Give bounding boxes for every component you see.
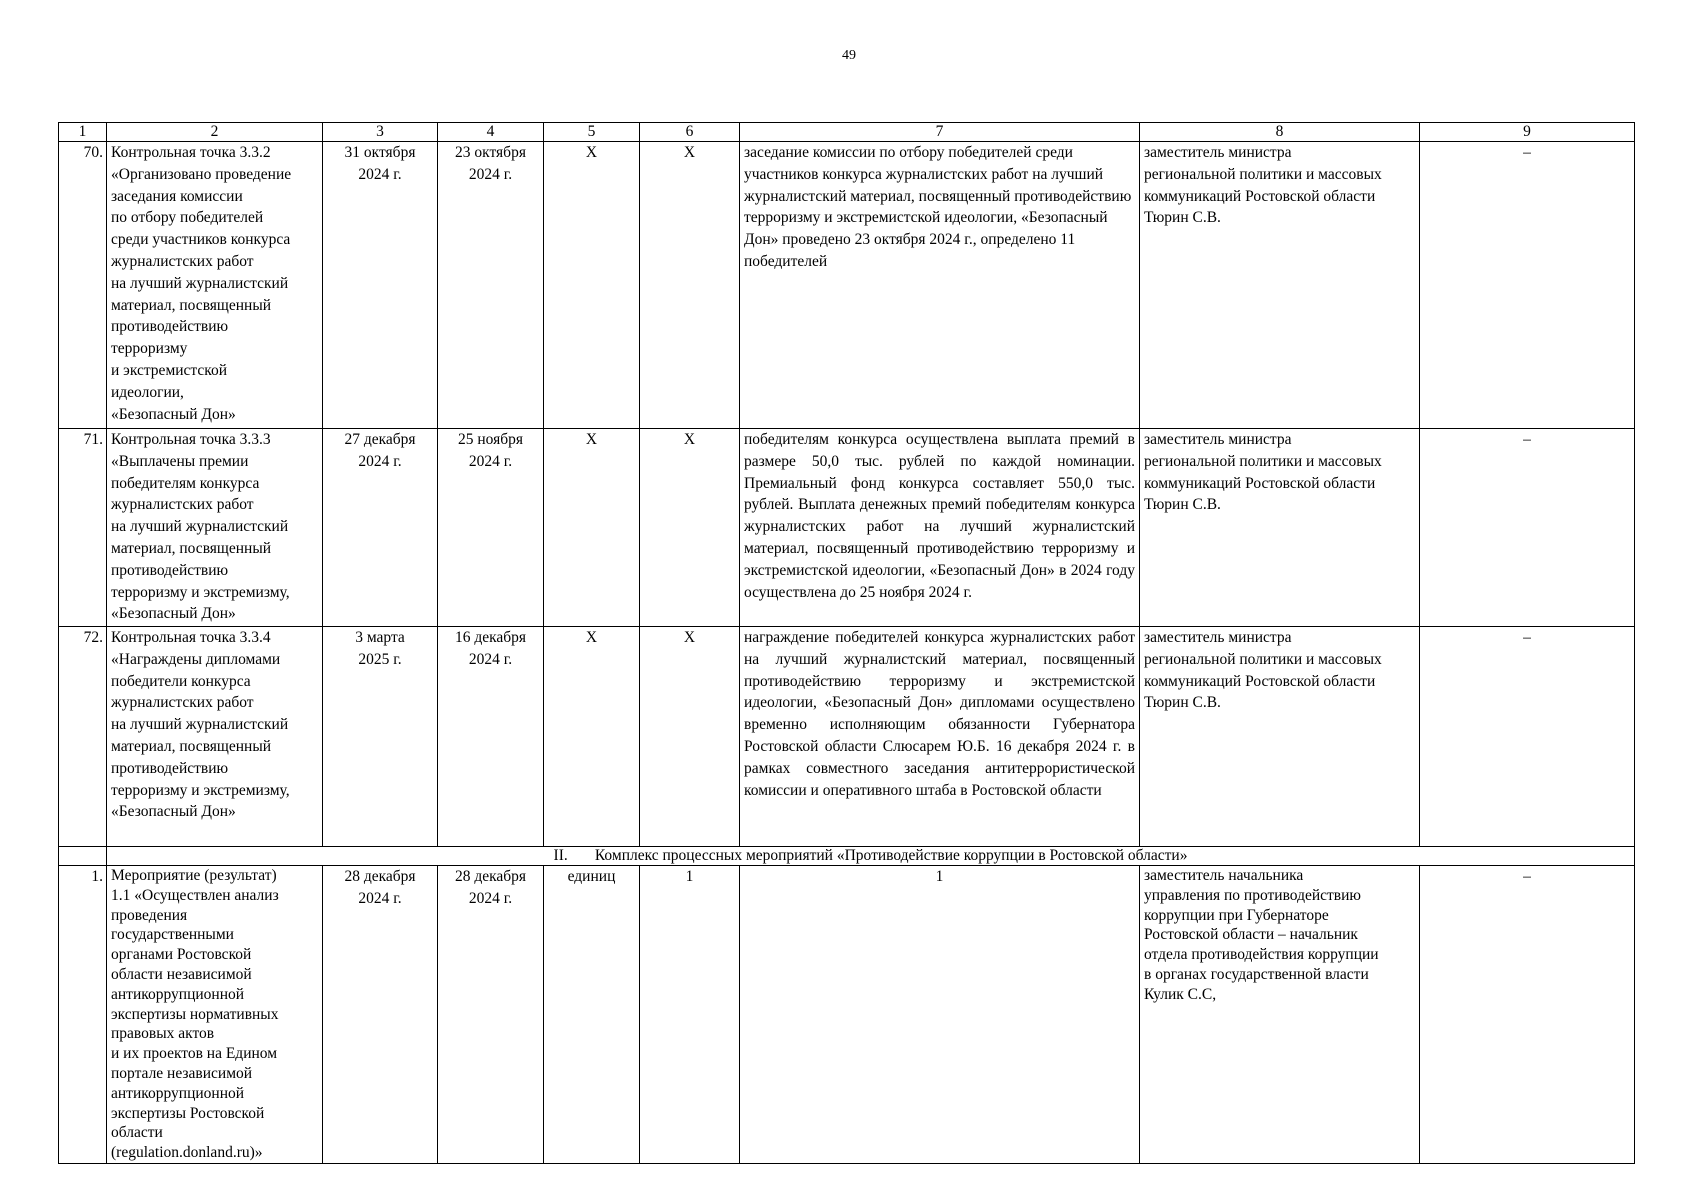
header-cell: 2 (107, 123, 323, 142)
header-cell: 1 (59, 123, 107, 142)
header-cell: 9 (1420, 123, 1635, 142)
responsible-person: заместитель министра региональной политики и массовых коммуникаций Ростовской области Тюрин С.В. (1140, 142, 1420, 429)
section-heading-row (59, 847, 1635, 866)
plan-date: 27 декабря 2024 г. (323, 429, 438, 627)
section-heading (107, 847, 1635, 866)
plan-date: 28 декабря 2024 г. (323, 866, 438, 1164)
table-header-row (59, 123, 1635, 142)
header-cell: 7 (740, 123, 1140, 142)
col6-value: Х (640, 429, 740, 627)
col9-value: – (1420, 627, 1635, 847)
header-cell: 8 (1140, 123, 1420, 142)
table-row (59, 627, 1635, 847)
table-row (59, 142, 1635, 429)
table-row (59, 866, 1635, 1164)
event-name: Мероприятие (результат) 1.1 «Осуществлен анализ проведения государственными органами Ростовской области независимой антикоррупционной экспертизы нормативных правовых актов и их проектов на Едином портале независимой антикоррупционной экспертизы Ростовской области (regulation.donland.ru)» (107, 866, 323, 1164)
section-numeral: II. (553, 847, 568, 864)
col6-value: Х (640, 142, 740, 429)
section-empty-cell (59, 847, 107, 866)
col9-value: – (1420, 142, 1635, 429)
result-text: 1 (740, 866, 1140, 1164)
report-table (58, 122, 1635, 1164)
result-text: награждение победителей конкурса журналистских работ на лучший журналистский материал, посвященный противодействию терроризму и экстремистской идеологии, «Безопасный Дон» дипломами осуществлено временно исполняющим обязанности Губернатора Ростовской области Слюсарем Ю.Б. 16 декабря 2024 г. в рамках совместного заседания антитеррористической комиссии и оперативного штаба в Ростовской области (740, 627, 1140, 847)
header-cell: 5 (544, 123, 640, 142)
col6-value: Х (640, 627, 740, 847)
col5-value: Х (544, 429, 640, 627)
event-name: Контрольная точка 3.3.2 «Организовано проведение заседания комиссии по отбору победителей среди участников конкурса журналистских работ на лучший журналистский материал, посвященный противодействию терроризму и экстремистской идеологии, «Безопасный Дон» (107, 142, 323, 429)
result-text: победителям конкурса осуществлена выплата премий в размере 50,0 тыс. рублей по каждой номинации. Премиальный фонд конкурса составляет 550,0 тыс. рублей. Выплата денежных премий победителям конкурса журналистских работ на лучший журналистский материал, посвященный противодействию терроризму и экстремистской идеологии, «Безопасный Дон» в 2024 году осуществлена до 25 ноября 2024 г. (740, 429, 1140, 627)
event-name: Контрольная точка 3.3.4 «Награждены дипломами победители конкурса журналистских работ на лучший журналистский материал, посвященный противодействию терроризму и экстремизму, «Безопасный Дон» (107, 627, 323, 847)
fact-date: 23 октября 2024 г. (438, 142, 544, 429)
col9-value: – (1420, 866, 1635, 1164)
event-name: Контрольная точка 3.3.3 «Выплачены премии победителям конкурса журналистских работ на лучший журналистский материал, посвященный противодействию терроризму и экстремизму, «Безопасный Дон» (107, 429, 323, 627)
fact-date: 28 декабря 2024 г. (438, 866, 544, 1164)
responsible-person: заместитель начальника управления по противодействию коррупции при Губернаторе Ростовской области – начальник отдела противодействия коррупции в органах государственной власти Кулик С.С, (1140, 866, 1420, 1164)
page-number: 49 (842, 48, 856, 63)
responsible-person: заместитель министра региональной политики и массовых коммуникаций Ростовской области Тюрин С.В. (1140, 429, 1420, 627)
result-text: заседание комиссии по отбору победителей среди участников конкурса журналистских работ на лучший журналистский материал, посвященный противодействию терроризму и экстремистской идеологии, «Безопасный Дон» проведено 23 октября 2024 г., определено 11 победителей (740, 142, 1140, 429)
row-number: 72. (59, 627, 107, 847)
row-number: 71. (59, 429, 107, 627)
col6-value: 1 (640, 866, 740, 1164)
plan-date: 31 октября 2024 г. (323, 142, 438, 429)
header-cell: 3 (323, 123, 438, 142)
col5-value: Х (544, 142, 640, 429)
header-cell: 6 (640, 123, 740, 142)
col5-value: единиц (544, 866, 640, 1164)
fact-date: 16 декабря 2024 г. (438, 627, 544, 847)
table-row (59, 429, 1635, 627)
section-title: Комплекс процессных мероприятий «Противодействие коррупции в Ростовской области» (594, 847, 1188, 864)
row-number: 1. (59, 866, 107, 1164)
row-number: 70. (59, 142, 107, 429)
fact-date: 25 ноября 2024 г. (438, 429, 544, 627)
col9-value: – (1420, 429, 1635, 627)
responsible-person: заместитель министра региональной политики и массовых коммуникаций Ростовской области Тюрин С.В. (1140, 627, 1420, 847)
plan-date: 3 марта 2025 г. (323, 627, 438, 847)
header-cell: 4 (438, 123, 544, 142)
col5-value: Х (544, 627, 640, 847)
